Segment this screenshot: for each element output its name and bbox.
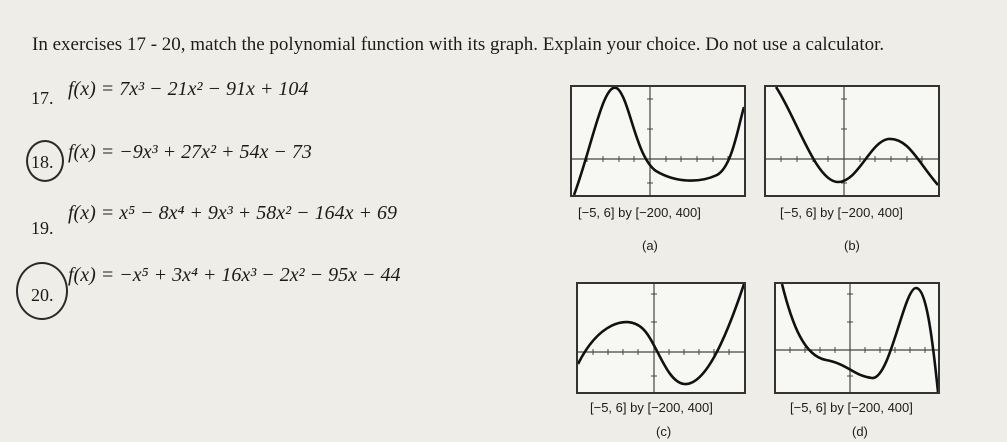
graph-a-window: [−5, 6] by [−200, 400] xyxy=(578,205,701,220)
graph-b xyxy=(764,85,940,197)
exercise-20-number: 20. xyxy=(31,285,54,305)
graph-a-letter: (a) xyxy=(642,238,658,253)
exercise-19-number: 19. xyxy=(31,218,54,238)
instructions-text: In exercises 17 - 20, match the polynomial function with its graph. Explain your choice. Do not use a calculator. xyxy=(32,34,885,55)
graph-b-window: [−5, 6] by [−200, 400] xyxy=(780,205,903,220)
graph-d-letter: (d) xyxy=(852,424,868,439)
exercise-18-function: f(x) = −9x³ + 27x² + 54x − 73 xyxy=(68,141,312,163)
exercise-17-number: 17. xyxy=(31,88,54,108)
exercise-18-number: 18. xyxy=(31,152,54,172)
graph-d xyxy=(774,282,940,394)
exercise-19-function: f(x) = x⁵ − 8x⁴ + 9x³ + 58x² − 164x + 69 xyxy=(68,202,398,224)
graph-d-window: [−5, 6] by [−200, 400] xyxy=(790,400,913,415)
graph-b-letter: (b) xyxy=(844,238,860,253)
graph-a xyxy=(570,85,746,197)
exercise-20-function: f(x) = −x⁵ + 3x⁴ + 16x³ − 2x² − 95x − 44 xyxy=(68,264,401,286)
graph-c-letter: (c) xyxy=(656,424,672,439)
graph-c xyxy=(576,282,746,394)
graph-c-window: [−5, 6] by [−200, 400] xyxy=(590,400,713,415)
exercise-17-function: f(x) = 7x³ − 21x² − 91x + 104 xyxy=(68,78,309,100)
